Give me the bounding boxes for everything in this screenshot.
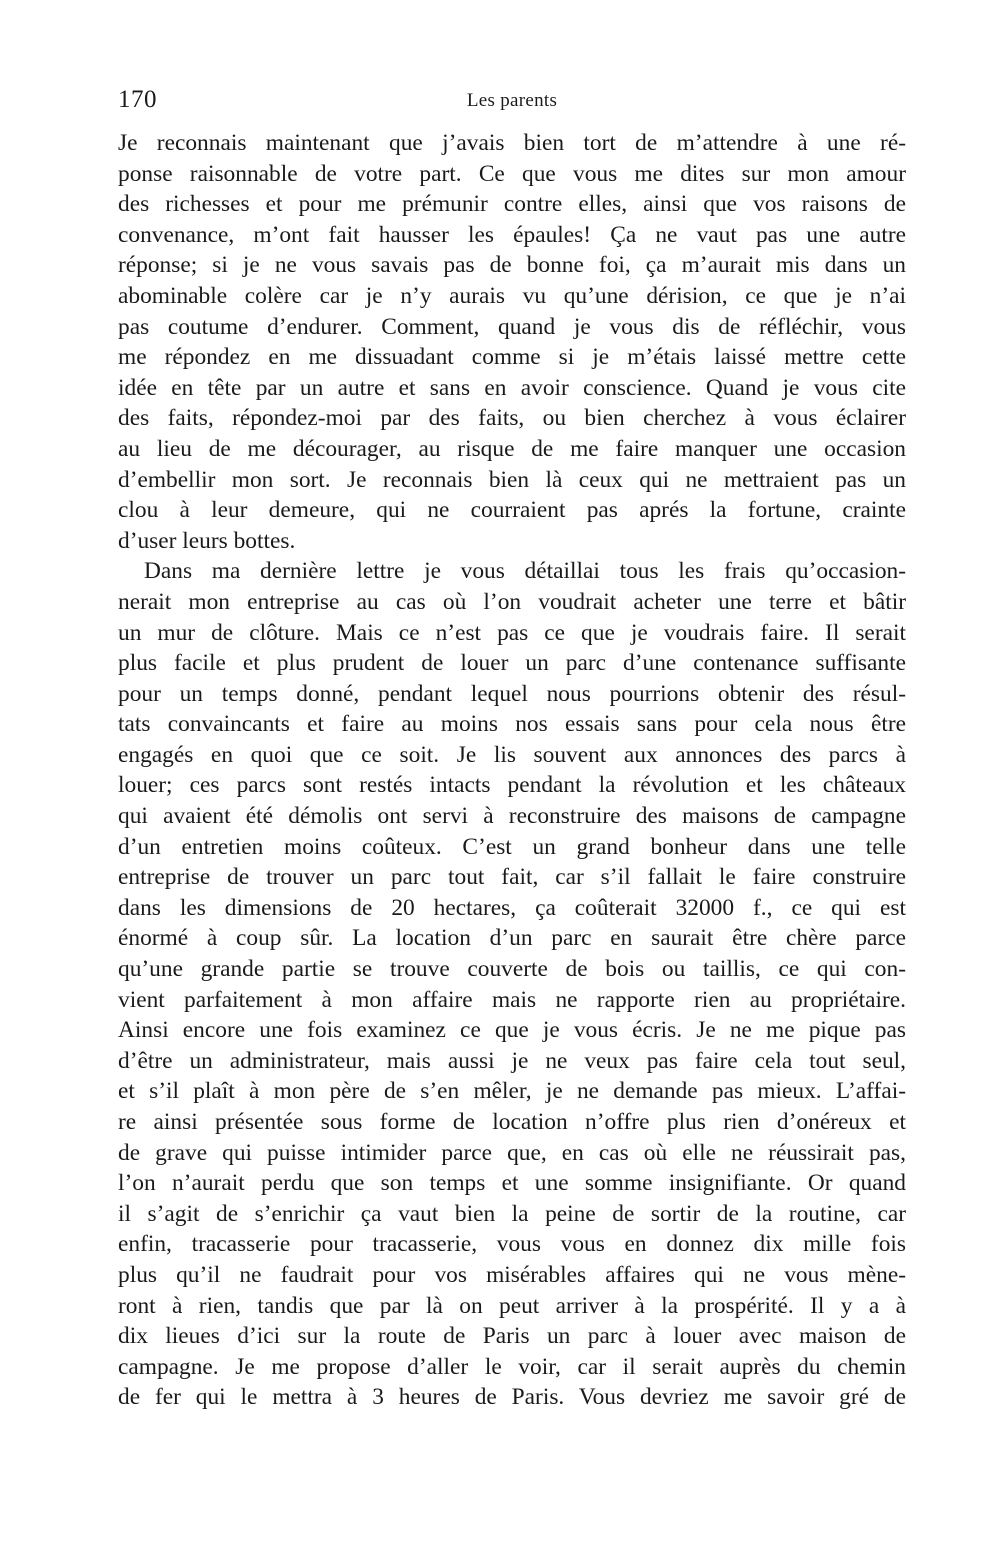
text-line: Dans ma dernière lettre je vous détaillai tous les frais qu’occasion- — [144, 558, 906, 585]
text-line: qu’une grande partie se trouve couverte de bois ou taillis, ce qui con- — [118, 956, 906, 983]
body-text — [118, 128, 906, 1413]
text-line: dans les dimensions de 20 hectares, ça coûterait 32000 f., ce qui est — [118, 894, 906, 921]
text-line: des faits, répondez-moi par des faits, ou bien cherchez à vous éclairer — [118, 405, 906, 432]
text-line: engagés en quoi que ce soit. Je lis souvent aux annonces des parcs à — [118, 741, 906, 768]
text-line: abominable colère car je n’y aurais vu qu’une dérision, ce que je n’ai — [118, 282, 906, 309]
text-line: l’on n’aurait perdu que son temps et une somme insignifiante. Or quand — [118, 1170, 906, 1197]
text-line: enfin, tracasserie pour tracasserie, vous vous en donnez dix mille fois — [118, 1231, 906, 1258]
text-line: des richesses et pour me prémunir contre elles, ainsi que vos raisons de — [118, 191, 906, 218]
text-line: tats convaincants et faire au moins nos essais sans pour cela nous être — [118, 711, 906, 738]
text-line: d’être un administrateur, mais aussi je ne veux pas faire cela tout seul, — [118, 1047, 906, 1074]
text-line: me répondez en me dissuadant comme si je m’étais laissé mettre cette — [118, 344, 906, 371]
text-line: plus facile et plus prudent de louer un parc d’une contenance suffisante — [118, 650, 906, 677]
text-line: et s’il plaît à mon père de s’en mêler, je ne demande pas mieux. L’affai- — [118, 1078, 906, 1105]
text-line: nerait mon entreprise au cas où l’on voudrait acheter une terre et bâtir — [118, 588, 906, 615]
text-line: campagne. Je me propose d’aller le voir, car il serait auprès du chemin — [118, 1353, 906, 1380]
text-line: Ainsi encore une fois examinez ce que je vous écris. Je ne me pique pas — [118, 1017, 906, 1044]
text-line: il s’agit de s’enrichir ça vaut bien la peine de sortir de la routine, car — [118, 1200, 906, 1227]
running-head — [118, 82, 906, 118]
page-number: 170 — [118, 86, 157, 113]
text-line: ponse raisonnable de votre part. Ce que vous me dites sur mon amour — [118, 160, 906, 187]
paragraph — [118, 556, 906, 1413]
book-page — [118, 82, 906, 1413]
text-line: pas coutume d’endurer. Comment, quand je vous dis de réfléchir, vous — [118, 313, 906, 340]
text-line: vient parfaitement à mon affaire mais ne rapporte rien au propriétaire. — [118, 986, 906, 1013]
text-line: d’user leurs bottes. — [118, 527, 296, 554]
text-line: Je reconnais maintenant que j’avais bien tort de m’attendre à une ré- — [118, 130, 906, 156]
text-line: un mur de clôture. Mais ce n’est pas ce que je voudrais faire. Il serait — [118, 619, 906, 646]
text-line: de grave qui puisse intimider parce que, en cas où elle ne réussirait pas, — [118, 1139, 906, 1166]
text-line: énormé à coup sûr. La location d’un parc en saurait être chère parce — [118, 925, 906, 952]
text-line: pour un temps donné, pendant lequel nous pourrions obtenir des résul- — [118, 680, 906, 707]
paragraph — [118, 128, 906, 556]
text-line: louer; ces parcs sont restés intacts pendant la révolution et les châteaux — [118, 772, 906, 799]
chapter-title: Les parents — [466, 90, 558, 111]
text-line: entreprise de trouver un parc tout fait, car s’il fallait le faire construire — [118, 864, 906, 891]
text-line: d’un entretien moins coûteux. C’est un grand bonheur dans une telle — [118, 833, 906, 860]
text-line: qui avaient été démolis ont servi à reconstruire des maisons de campagne — [118, 803, 906, 830]
text-line: d’embellir mon sort. Je reconnais bien là ceux qui ne mettraient pas un — [118, 466, 906, 493]
text-line: clou à leur demeure, qui ne courraient pas aprés la fortune, crainte — [118, 497, 906, 524]
text-line: réponse; si je ne vous savais pas de bonne foi, ça m’aurait mis dans un — [118, 252, 906, 279]
text-line: au lieu de me décourager, au risque de me faire manquer une occasion — [118, 435, 906, 462]
text-line: dix lieues d’ici sur la route de Paris un parc à louer avec maison de — [118, 1323, 906, 1350]
text-line: ront à rien, tandis que par là on peut arriver à la prospérité. Il y a à — [118, 1292, 906, 1319]
text-line: plus qu’il ne faudrait pour vos misérables affaires qui ne vous mène- — [118, 1261, 906, 1288]
text-line: convenance, m’ont fait hausser les épaules! Ça ne vaut pas une autre — [118, 221, 906, 248]
text-line: de fer qui le mettra à 3 heures de Paris. Vous devriez me savoir gré de — [118, 1384, 906, 1411]
text-line: re ainsi présentée sous forme de location n’offre plus rien d’onéreux et — [118, 1109, 906, 1135]
text-line: idée en tête par un autre et sans en avoir conscience. Quand je vous cite — [118, 374, 906, 401]
